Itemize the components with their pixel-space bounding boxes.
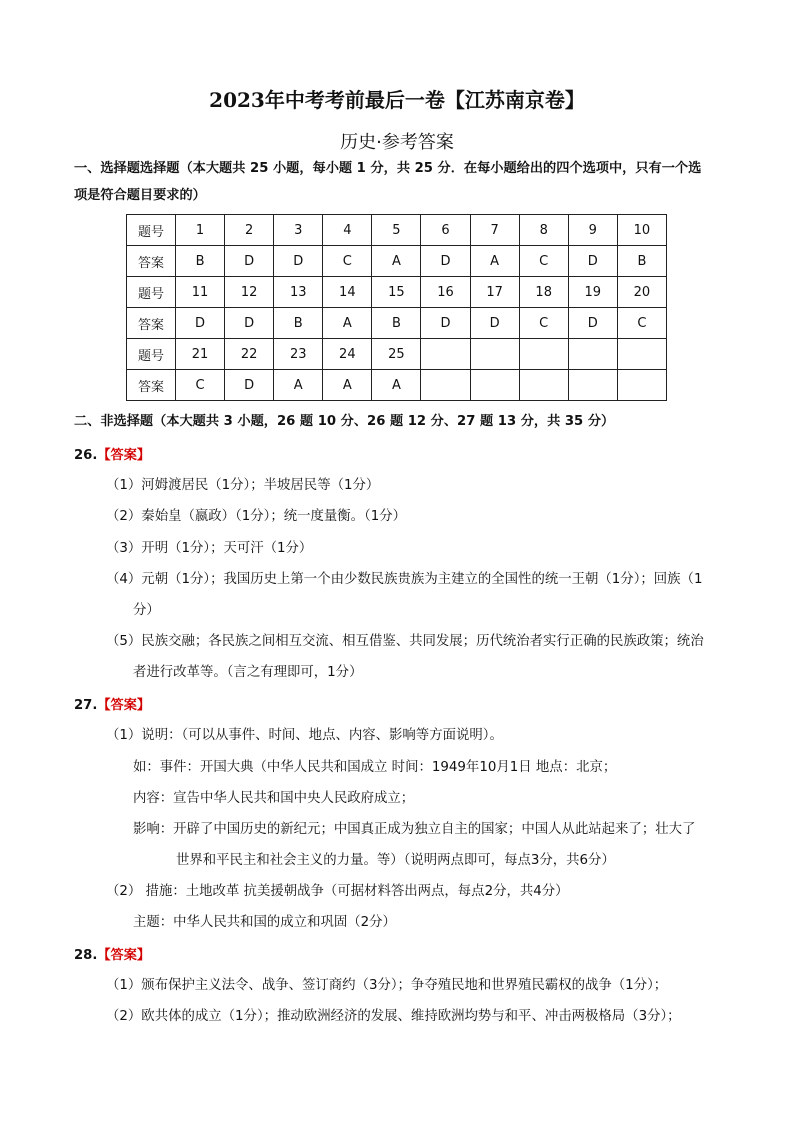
table-row-question-numbers — [127, 277, 667, 308]
answer-cell: A — [470, 246, 519, 277]
answer-cell — [519, 370, 568, 401]
answer-cell: A — [274, 370, 323, 401]
answer-cell: A — [323, 370, 372, 401]
table-row-answers — [127, 370, 667, 401]
question-number-cell: 1 — [176, 215, 225, 246]
question-number-cell — [568, 339, 617, 370]
question-number-cell: 3 — [274, 215, 323, 246]
q26-heading — [74, 444, 150, 463]
answer-cell: D — [470, 308, 519, 339]
table-row-answers — [127, 246, 667, 277]
answer-cell: B — [176, 246, 225, 277]
question-number-cell: 19 — [568, 277, 617, 308]
table-row-question-numbers — [127, 339, 667, 370]
question-number-cell: 13 — [274, 277, 323, 308]
q26-number: 26. — [74, 448, 98, 463]
question-number-cell: 25 — [372, 339, 421, 370]
question-number-cell: 12 — [225, 277, 274, 308]
q27-line: 影响：开辟了中国历史的新纪元；中国真正成为独立自主的国家；中国人从此站起来了；壮大了 — [133, 822, 696, 837]
q26-line: 者进行改革等。（言之有理即可，1分） — [133, 665, 363, 680]
q27-line: 内容：宣告中华人民共和国中央人民政府成立； — [133, 791, 415, 806]
question-number-cell: 20 — [617, 277, 666, 308]
question-number-cell — [421, 339, 470, 370]
answer-cell: C — [519, 308, 568, 339]
question-number-cell: 16 — [421, 277, 470, 308]
answer-table — [126, 214, 667, 401]
q27-heading — [74, 694, 150, 713]
answer-cell — [617, 370, 666, 401]
q27-line: 如：事件：开国大典（中华人民共和国成立 时间：1949年10月1日 地点：北京； — [133, 760, 617, 775]
page-subtitle: 历史·参考答案 — [340, 132, 454, 153]
q26-line: 分） — [133, 603, 160, 618]
answer-cell: D — [176, 308, 225, 339]
q28-answer-tag: 【答案】 — [97, 948, 151, 963]
question-number-cell: 14 — [323, 277, 372, 308]
answer-cell: D — [274, 246, 323, 277]
row-label-answer: 答案 — [127, 246, 176, 277]
answer-cell: C — [176, 370, 225, 401]
answer-cell: A — [372, 370, 421, 401]
answer-cell: A — [372, 246, 421, 277]
answer-cell: C — [323, 246, 372, 277]
question-number-cell: 5 — [372, 215, 421, 246]
section1-note: （本大题共 25 小题，每小题 1 分，共 25 分．在每小题给出的四个选项中，只有一个选 — [179, 161, 702, 176]
q28-line: （1）颁布保护主义法令、战争、签订商约（3分）；争夺殖民地和世界殖民霸权的战争（1分）； — [106, 978, 668, 993]
question-number-cell — [470, 339, 519, 370]
answer-cell: C — [617, 308, 666, 339]
question-number-cell: 10 — [617, 215, 666, 246]
answer-cell: D — [568, 246, 617, 277]
answer-cell — [568, 370, 617, 401]
q26-line: （3）开明（1分）；天可汗（1分） — [106, 541, 313, 556]
q27-line: （1）说明：（可以从事件、时间、地点、内容、影响等方面说明）。 — [106, 728, 503, 743]
question-number-cell: 18 — [519, 277, 568, 308]
row-label-question: 题号 — [127, 339, 176, 370]
answer-cell — [470, 370, 519, 401]
answer-cell: A — [323, 308, 372, 339]
q27-number: 27. — [74, 698, 98, 713]
q28-number: 28. — [74, 948, 98, 963]
answer-cell: D — [568, 308, 617, 339]
q27-answer-tag: 【答案】 — [97, 698, 151, 713]
question-number-cell: 22 — [225, 339, 274, 370]
row-label-answer: 答案 — [127, 370, 176, 401]
section1-intro — [74, 155, 734, 209]
section1-note-cont: 项是符合题目要求的） — [74, 188, 206, 203]
question-number-cell — [617, 339, 666, 370]
row-label-question: 题号 — [127, 215, 176, 246]
q26-line: （5）民族交融；各民族之间相互交流、相互借鉴、共同发展；历代统治者实行正确的民族政策；统治 — [106, 634, 704, 649]
question-number-cell: 11 — [176, 277, 225, 308]
section2-heading — [74, 408, 734, 435]
question-number-cell: 21 — [176, 339, 225, 370]
table-row-question-numbers — [127, 215, 667, 246]
q27-line: 世界和平民主和社会主义的力量。等）（说明两点即可，每点3分，共6分） — [176, 853, 615, 868]
q28-line: （2）欧共体的成立（1分）；推动欧洲经济的发展、维持欧洲均势与和平、冲击两极格局（3分）； — [106, 1009, 681, 1024]
answer-cell: B — [274, 308, 323, 339]
row-label-question: 题号 — [127, 277, 176, 308]
question-number-cell: 15 — [372, 277, 421, 308]
answer-cell — [421, 370, 470, 401]
answer-cell: B — [372, 308, 421, 339]
question-number-cell: 6 — [421, 215, 470, 246]
question-number-cell: 9 — [568, 215, 617, 246]
question-number-cell — [519, 339, 568, 370]
q27-line: 主题：中华人民共和国的成立和巩固（2分） — [133, 915, 396, 930]
question-number-cell: 24 — [323, 339, 372, 370]
row-label-answer: 答案 — [127, 308, 176, 339]
answer-cell: D — [225, 370, 274, 401]
answer-cell: D — [421, 246, 470, 277]
q27-line: （2） 措施：土地改革 抗美援朝战争（可据材料答出两点，每点2分，共4分） — [106, 884, 569, 899]
q26-line: （4）元朝（1分）；我国历史上第一个由少数民族贵族为主建立的全国性的统一王朝（1分）；回族（1 — [106, 572, 703, 587]
table-row-answers — [127, 308, 667, 339]
q26-line: （1）河姆渡居民（1分）；半坡居民等（1分） — [106, 478, 380, 493]
question-number-cell: 2 — [225, 215, 274, 246]
question-number-cell: 17 — [470, 277, 519, 308]
answer-cell: D — [421, 308, 470, 339]
section1-heading: 一、选择题选择题 — [74, 161, 180, 176]
question-number-cell: 8 — [519, 215, 568, 246]
question-number-cell: 4 — [323, 215, 372, 246]
q26-line: （2）秦始皇（嬴政）（1分）；统一度量衡。（1分） — [106, 509, 407, 524]
answer-cell: D — [225, 246, 274, 277]
question-number-cell: 23 — [274, 339, 323, 370]
section2-heading-text: 二、非选择题（本大题共 3 小题，26 题 10 分、26 题 12 分、27 题 13 分，共 35 分） — [74, 414, 615, 429]
answer-cell: B — [617, 246, 666, 277]
answer-cell: C — [519, 246, 568, 277]
q26-answer-tag: 【答案】 — [97, 448, 151, 463]
q28-heading — [74, 944, 150, 963]
page-title: 2023年中考考前最后一卷【江苏南京卷】 — [209, 88, 585, 112]
answer-cell: D — [225, 308, 274, 339]
question-number-cell: 7 — [470, 215, 519, 246]
